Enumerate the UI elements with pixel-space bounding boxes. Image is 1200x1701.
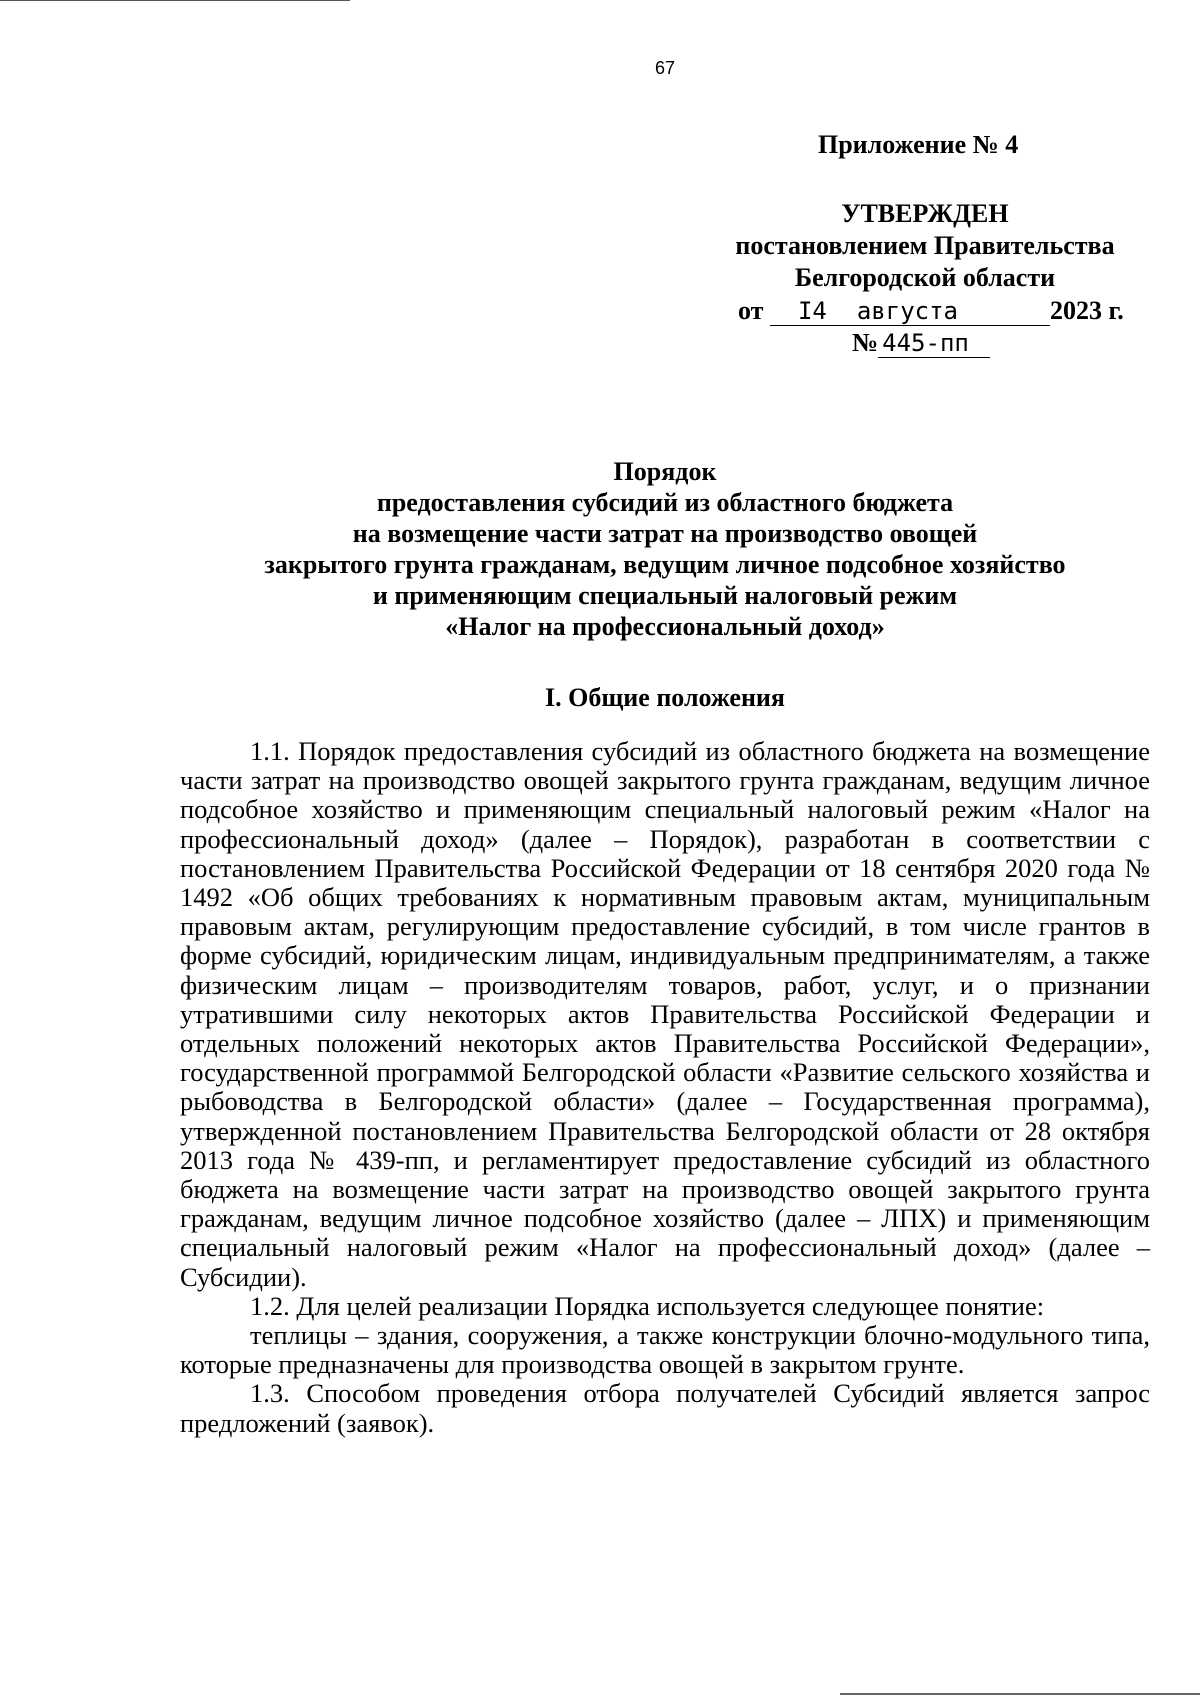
approval-block — [700, 198, 1150, 294]
approval-line-region: Белгородской области — [794, 263, 1056, 292]
date-year: 2023 г. — [1049, 296, 1124, 325]
approval-line-approved: УТВЕРЖДЕН — [841, 199, 1009, 228]
title-line: на возмещение части затрат на производство овощей — [352, 519, 978, 548]
date-prefix: от — [738, 296, 764, 325]
title-line: «Налог на профессиональный доход» — [445, 612, 885, 641]
approval-number — [852, 328, 1092, 358]
date-month: августа — [856, 297, 958, 325]
page-number: 67 — [654, 58, 676, 78]
appendix-title: Приложение № 4 — [818, 130, 1019, 159]
title-line: Порядок — [613, 457, 717, 486]
scan-edge-line — [840, 1693, 1200, 1695]
approval-line-resolution: постановлением Правительства — [735, 231, 1115, 260]
document-title — [0, 456, 1200, 642]
number-prefix: № — [852, 328, 879, 357]
scan-edge-line — [0, 0, 350, 1]
date-fill-field — [770, 297, 1050, 326]
approval-date — [738, 296, 1158, 326]
paragraph-1-2: 1.2. Для целей реализации Порядка используется следующее понятие: — [250, 1290, 1045, 1321]
title-line: предоставления субсидий из областного бюджета — [376, 488, 954, 517]
title-line: и применяющим специальный налоговый режим — [372, 581, 958, 610]
date-day: I4 — [797, 297, 827, 325]
section-heading: I. Общие положения — [545, 683, 785, 712]
paragraph-1-3: 1.3. Способом проведения отбора получателей Субсидий является запрос предложений (заявок). — [180, 1378, 1150, 1438]
number-value: 445-пп — [878, 329, 990, 358]
title-line: закрытого грунта гражданам, ведущим личное подсобное хозяйство — [264, 550, 1066, 579]
paragraph-definition: теплицы – здания, сооружения, а также конструкции блочно-модульного типа, которые предназначены для производства овощей в закрытом грунте. — [180, 1320, 1150, 1380]
paragraph-1-1: 1.1. Порядок предоставления субсидий из областного бюджета на возмещение части затрат на производство овощей закрытого грунта гражданам, ведущим личное подсобное хозяйство и применяющим специальный налоговый режим «Налог на профессиональный доход» (далее – Порядок), разработан в соответствии с постановлением Правительства Российской Федерации от 18 сентября 2020 года № 1492 «Об общих требованиях к нормативным правовым актам, муниципальным правовым актам, регулирующим предоставление субсидий, в том числе грантов в форме субсидий, юридическим лицам, индивидуальным предпринимателям, а также физическим лицам – производителям товаров, работ, услуг, и о признании утратившими силу некоторых актов Правительства Российской Федерации и отдельных положений некоторых актов Правительства Российской Федерации», государственной программой Белгородской области «Развитие сельского хозяйства и рыбоводства в Белгородской области» (далее – Государственная программа), утвержденной постановлением Правительства Белгородской области от 28 октября 2013 года № 439-пп, и регламентирует предоставление субсидий из областного бюджета на возмещение части затрат на производство овощей закрытого грунта гражданам, ведущим личное подсобное хозяйство (далее – ЛПХ) и применяющим специальный налоговый режим «Налог на профессиональный доход» (далее – Субсидии). — [180, 736, 1150, 1292]
document-body — [180, 737, 1150, 1438]
